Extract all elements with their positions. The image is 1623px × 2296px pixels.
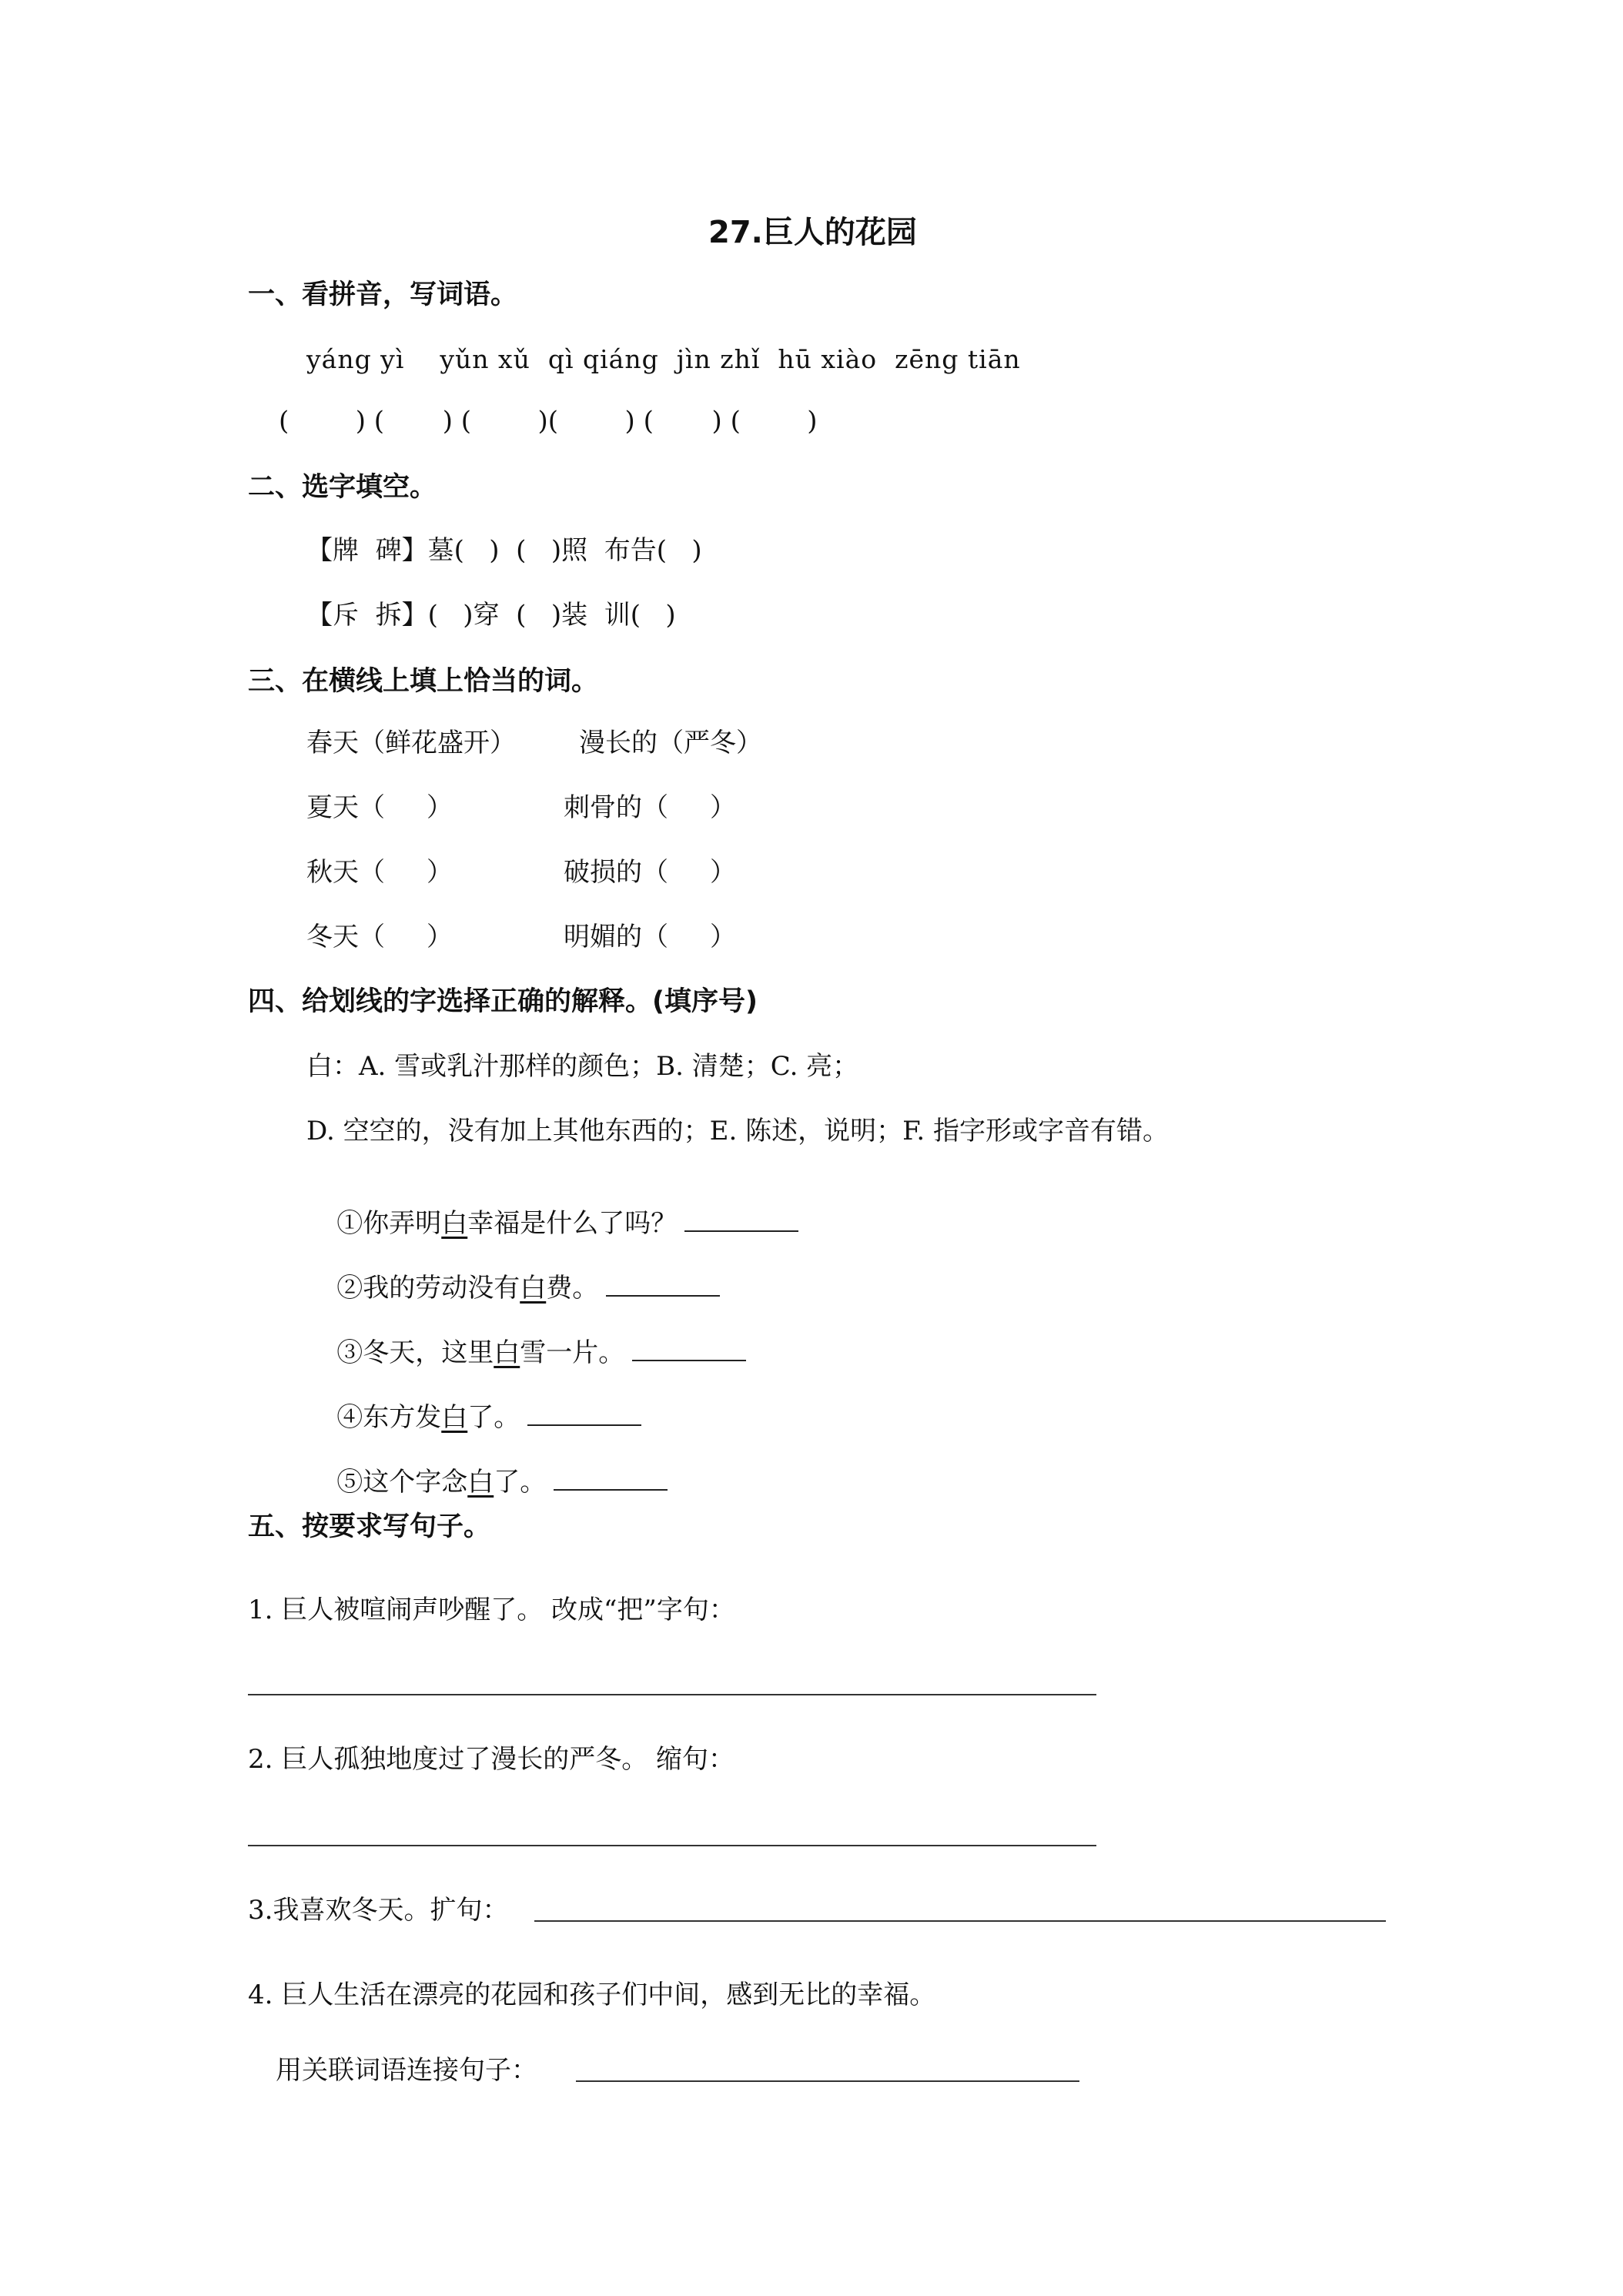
- answer-blank[interactable]: [554, 1468, 668, 1491]
- answer-line-1[interactable]: [248, 1694, 1096, 1695]
- item-text: 费。: [546, 1273, 599, 1304]
- question-item-5: [303, 1441, 668, 1521]
- fill-right-3[interactable]: 明媚的（ ）: [564, 922, 737, 952]
- example-right: 漫长的（严冬）: [579, 728, 762, 758]
- underlined-char: 白: [494, 1337, 520, 1368]
- page-title: 27.巨人的花园: [708, 215, 917, 250]
- item-text: 了。: [494, 1467, 547, 1498]
- sentence-task-4-prompt: 用关联词语连接句子：: [276, 2055, 537, 2086]
- answer-blank[interactable]: [684, 1209, 798, 1232]
- item-text: 幸福是什么了吗？: [467, 1208, 678, 1239]
- underlined-char: 白: [467, 1467, 494, 1498]
- answer-blank[interactable]: [606, 1274, 720, 1297]
- item-text: ①你弄明: [336, 1208, 442, 1239]
- section-5-heading: 五、按要求写句子。: [248, 1511, 491, 1542]
- underlined-char: 白: [520, 1273, 547, 1304]
- fill-right-1[interactable]: 刺骨的（ ）: [564, 792, 737, 823]
- definition-line-1: 白：A. 雪或乳汁那样的颜色；B. 清楚；C. 亮；: [306, 1051, 859, 1082]
- item-text: ⑤这个字念: [336, 1467, 468, 1498]
- sentence-task-3: 3.我喜欢冬天。扩句：: [248, 1895, 509, 1926]
- item-text: ②我的劳动没有: [336, 1273, 520, 1304]
- example-left: 春天（鲜花盛开）: [306, 728, 516, 758]
- sentence-task-1: 1. 巨人被喧闹声吵醒了。 改成“把”字句：: [248, 1595, 735, 1625]
- answer-brackets-row[interactable]: ( ) ( ) ( )( ) ( ) ( ): [279, 406, 818, 437]
- section-1-heading: 一、看拼音，写词语。: [248, 279, 518, 310]
- choice-row-2[interactable]: 【斥 拆】( )穿 ( )装 训( ): [306, 600, 676, 631]
- fill-right-2[interactable]: 破损的（ ）: [564, 857, 737, 888]
- answer-blank[interactable]: [632, 1338, 746, 1361]
- sentence-task-2: 2. 巨人孤独地度过了漫长的严冬。 缩句：: [248, 1744, 735, 1775]
- fill-left-2[interactable]: 秋天（ ）: [306, 857, 453, 888]
- item-text: 雪一片。: [520, 1337, 625, 1368]
- item-text: ④东方发: [336, 1402, 442, 1433]
- answer-line-4[interactable]: [576, 2080, 1079, 2082]
- answer-blank[interactable]: [527, 1403, 641, 1426]
- choice-row-1[interactable]: 【牌 碑】墓( ) ( )照 布告( ): [306, 535, 702, 566]
- answer-line-3[interactable]: [534, 1920, 1386, 1922]
- pinyin-row: yáng yì yǔn xǔ qì qiáng jìn zhǐ hū xiào zēng tiān: [306, 344, 1021, 374]
- fill-left-3[interactable]: 冬天（ ）: [306, 922, 453, 952]
- section-2-heading: 二、选字填空。: [248, 472, 437, 503]
- fill-left-1[interactable]: 夏天（ ）: [306, 792, 453, 823]
- answer-line-2[interactable]: [248, 1845, 1096, 1846]
- section-3-heading: 三、在横线上填上恰当的词。: [248, 666, 599, 697]
- item-text: ③冬天，这里: [336, 1337, 494, 1368]
- item-text: 了。: [467, 1402, 520, 1433]
- sentence-task-4: 4. 巨人生活在漂亮的花园和孩子们中间，感到无比的幸福。: [248, 1980, 936, 2010]
- underlined-char: 白: [441, 1208, 468, 1239]
- definition-line-2: D. 空空的，没有加上其他东西的；E. 陈述，说明；F. 指字形或字音有错。: [306, 1116, 1170, 1146]
- underlined-char: 白: [441, 1402, 468, 1433]
- section-4-heading: 四、给划线的字选择正确的解释。(填序号): [248, 986, 758, 1017]
